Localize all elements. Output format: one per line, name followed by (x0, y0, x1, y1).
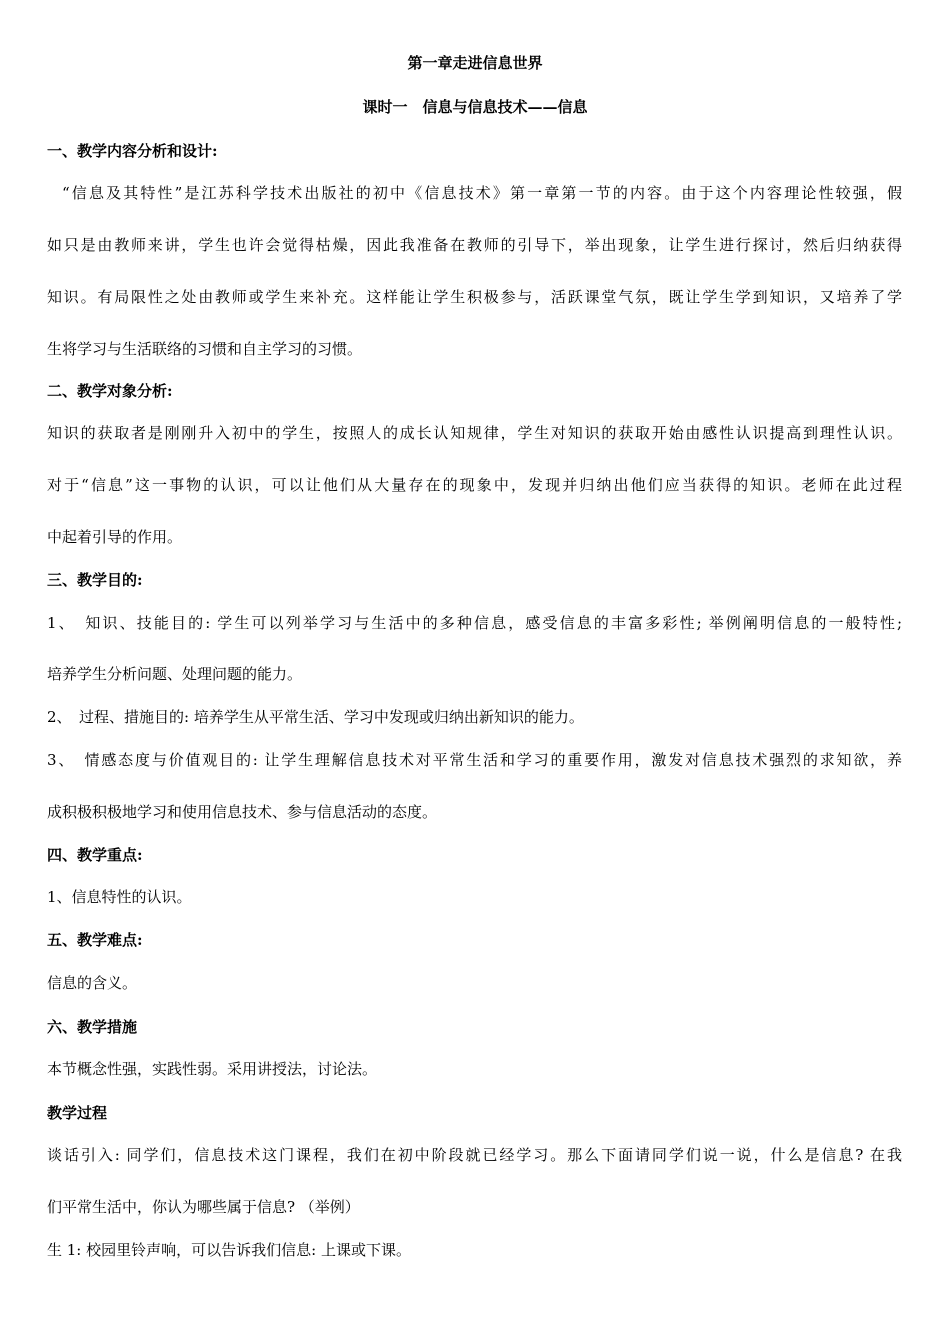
paragraph-line: 信息的含义。 (47, 974, 138, 992)
objective-line: 培养学生分析问题、处理问题的能力。 (47, 665, 303, 683)
paragraph-line: 对于“信息”这一事物的认识，可以让他们从大量存在的现象中，发现并归纳出他们应当获得的知识。老师在此过程 (47, 476, 902, 494)
paragraph-line: 生 1: 校园里铃声响，可以告诉我们信息: 上课或下课。 (47, 1241, 411, 1259)
paragraph-line: 知识的获取者是刚刚升入初中的学生，按照人的成长认知规律，学生对知识的获取开始由感性认识提高到理性认识。 (47, 424, 902, 442)
section-heading-teaching-process: 教学过程 (47, 1104, 108, 1122)
objective-line: 成积极积极地学习和使用信息技术、参与信息活动的态度。 (47, 803, 438, 821)
paragraph-line: 中起着引导的作用。 (47, 528, 183, 546)
paragraph-line: 知识。有局限性之处由教师或学生来补充。这样能让学生积极参与，活跃课堂气氛，既让学生学到知识，又培养了学 (47, 288, 902, 306)
section-heading-learner-analysis: 二、教学对象分析: (47, 382, 173, 400)
document-title: 第一章走进信息世界 (407, 54, 543, 72)
paragraph-line: 谈话引入: 同学们，信息技术这门课程，我们在初中阶段就已经学习。那么下面请同学们说一说，什么是信息? 在我 (47, 1146, 902, 1164)
section-heading-objectives: 三、教学目的: (47, 571, 143, 589)
section-heading-key-points: 四、教学重点: (47, 846, 143, 864)
paragraph-line: 们平常生活中，你认为哪些属于信息? （举例） (47, 1198, 360, 1216)
paragraph-line: 1、信息特性的认识。 (47, 888, 192, 906)
section-heading-difficulties: 五、教学难点: (47, 931, 143, 949)
paragraph-line: “信息及其特性”是江苏科学技术出版社的初中《信息技术》第一章第一节的内容。由于这个内容理论性较强，假 (62, 184, 902, 202)
paragraph-line: 生将学习与生活联络的习惯和自主学习的习惯。 (47, 340, 363, 358)
paragraph-line: 本节概念性强，实践性弱。采用讲授法，讨论法。 (47, 1060, 378, 1078)
paragraph-line: 如只是由教师来讲，学生也许会觉得枯燥，因此我准备在教师的引导下，举出现象，让学生进行探讨，然后归纳获得 (47, 236, 902, 254)
objective-line: 2、 过程、措施目的: 培养学生从平常生活、学习中发现或归纳出新知识的能力。 (47, 708, 584, 726)
objective-line: 1、 知识、技能目的: 学生可以列举学习与生活中的多种信息，感受信息的丰富多彩性; 举例阐明信息的一般特性; (47, 614, 902, 632)
section-heading-content-analysis: 一、教学内容分析和设计: (47, 142, 218, 160)
lesson-subtitle: 课时一 信息与信息技术——信息 (362, 98, 588, 116)
objective-line: 3、 情感态度与价值观目的: 让学生理解信息技术对平常生活和学习的重要作用，激发对信息技术强烈的求知欲，养 (47, 751, 902, 769)
section-heading-methods: 六、教学措施 (47, 1018, 138, 1036)
